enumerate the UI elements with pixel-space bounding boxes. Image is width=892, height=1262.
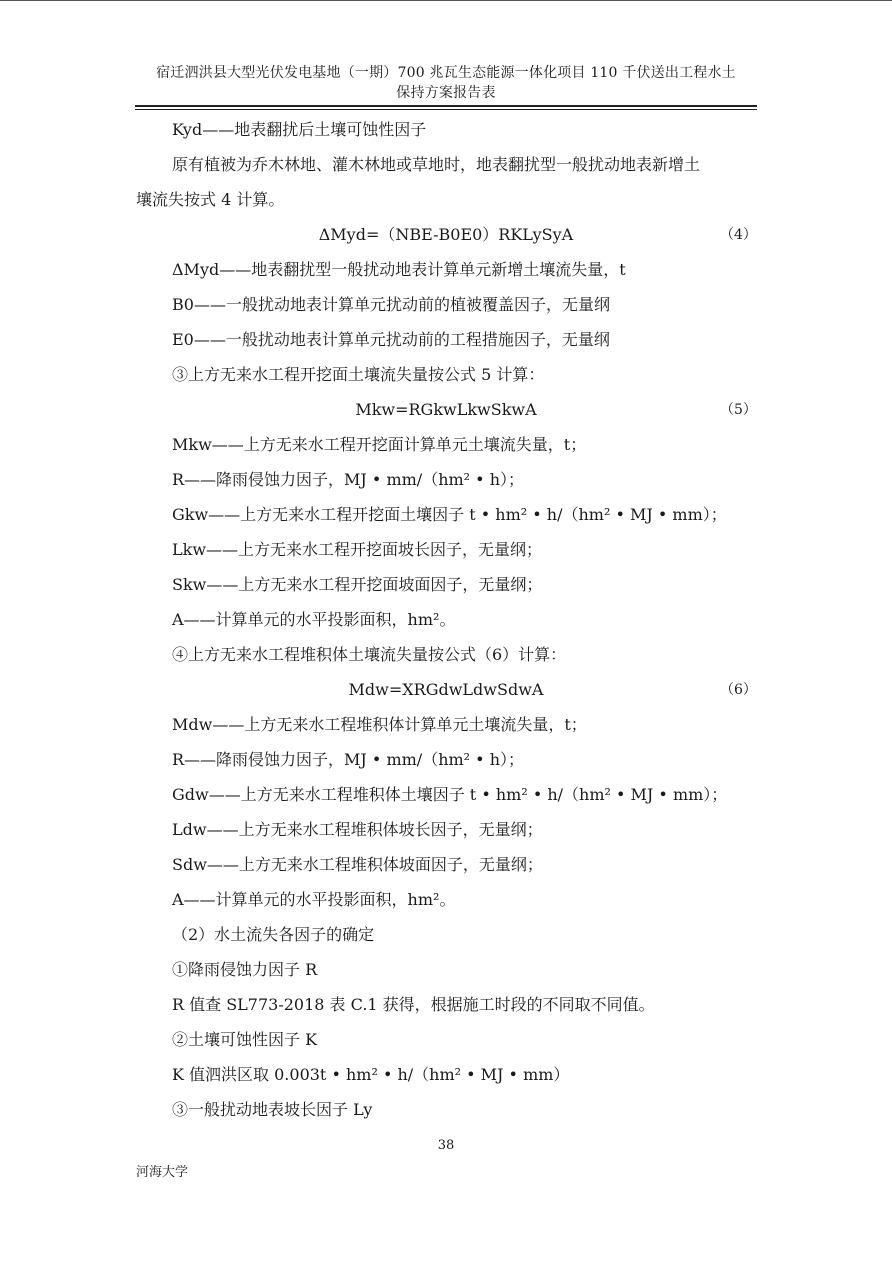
line-text: Gdw——上方无来水工程堆积体土壤因子 t • hm² • h/（hm² • MJ • mm）；	[172, 785, 728, 804]
line-text: Lkw——上方无来水工程开挖面坡长因子，无量纲；	[172, 540, 543, 559]
text-line	[0, 362, 892, 388]
text-line	[0, 432, 892, 458]
line-text: R——降雨侵蚀力因子，MJ • mm/（hm² • h）；	[172, 750, 524, 769]
text-line	[0, 1097, 892, 1123]
line-text: ②土壤可蚀性因子 K	[172, 1030, 318, 1049]
line-text: Mdw——上方无来水工程堆积体计算单元土壤流失量，t；	[172, 715, 587, 734]
text-line	[0, 502, 892, 528]
line-text: E0——一般扰动地表计算单元扰动前的工程措施因子，无量纲	[172, 330, 610, 349]
line-text: ③上方无来水工程开挖面土壤流失量按公式 5 计算：	[172, 365, 545, 384]
line-text: Mkw——上方无来水工程开挖面计算单元土壤流失量，t；	[172, 435, 587, 454]
text-line	[0, 607, 892, 633]
formula-text: Mkw=RGkwLkwSkwA	[355, 400, 537, 419]
header-title-line-1: 宿迁泗洪县大型光伏发电基地（一期）700 兆瓦生态能源一体化项目 110 千伏送出工程水土	[156, 65, 736, 81]
formula-line	[0, 397, 892, 423]
equation-number: （6）	[720, 682, 757, 698]
text-line	[0, 747, 892, 773]
text-line	[0, 887, 892, 913]
header-rule-thick	[135, 105, 757, 107]
line-text: 原有植被为乔木林地、灌木林地或草地时，地表翻扰型一般扰动地表新增土	[172, 155, 701, 174]
line-text: B0——一般扰动地表计算单元扰动前的植被覆盖因子，无量纲	[172, 295, 610, 314]
document-header	[120, 63, 772, 103]
text-line	[0, 1062, 892, 1088]
line-text: Sdw——上方无来水工程堆积体坡面因子，无量纲；	[172, 855, 543, 874]
text-line	[0, 117, 892, 143]
line-text: Ldw——上方无来水工程堆积体坡长因子，无量纲；	[172, 820, 543, 839]
header-title-line-2: 保持方案报告表	[396, 85, 496, 101]
line-text: （2）水土流失各因子的确定	[172, 925, 375, 944]
equation-number: （4）	[720, 227, 757, 243]
text-line	[0, 292, 892, 318]
line-text: ΔMyd——地表翻扰型一般扰动地表计算单元新增土壤流失量，t	[172, 260, 626, 279]
line-text: A——计算单元的水平投影面积，hm²。	[172, 890, 456, 909]
top-border	[0, 0, 892, 1]
header-rule-thin	[135, 109, 757, 110]
line-text: Gkw——上方无来水工程开挖面土壤因子 t • hm² • h/（hm² • MJ • mm）；	[172, 505, 727, 524]
line-text: R——降雨侵蚀力因子，MJ • mm/（hm² • h）；	[172, 470, 524, 489]
line-text: R 值查 SL773-2018 表 C.1 获得，根据施工时段的不同取不同值。	[172, 995, 655, 1014]
text-line	[0, 817, 892, 843]
line-text: Kyd——地表翻扰后土壤可蚀性因子	[172, 120, 427, 139]
text-line	[0, 257, 892, 283]
footer-institution: 河海大学	[136, 1165, 189, 1180]
text-line	[0, 537, 892, 563]
text-line	[0, 642, 892, 668]
line-text: ③一般扰动地表坡长因子 Ly	[172, 1100, 373, 1119]
line-text: ④上方无来水工程堆积体土壤流失量按公式（6）计算：	[172, 645, 567, 664]
page-number: 38	[437, 1138, 455, 1153]
text-line	[0, 572, 892, 598]
text-line	[0, 467, 892, 493]
line-text: Skw——上方无来水工程开挖面坡面因子，无量纲；	[172, 575, 543, 594]
line-text: K 值泗洪区取 0.003t • hm² • h/（hm² • MJ • mm）	[172, 1065, 570, 1084]
text-line	[0, 152, 892, 178]
text-line	[0, 922, 892, 948]
text-line	[0, 852, 892, 878]
text-line	[0, 782, 892, 808]
equation-number: （5）	[720, 402, 757, 418]
formula-text: Mdw=XRGdwLdwSdwA	[348, 680, 544, 699]
text-line	[0, 957, 892, 983]
text-line	[0, 187, 892, 213]
formula-text: ΔMyd=（NBE-B0E0）RKLySyA	[318, 225, 574, 244]
text-line	[0, 1027, 892, 1053]
text-line	[0, 327, 892, 353]
line-text: A——计算单元的水平投影面积，hm²。	[172, 610, 456, 629]
text-line	[0, 712, 892, 738]
formula-line	[0, 222, 892, 248]
text-line	[0, 992, 892, 1018]
formula-line	[0, 677, 892, 703]
line-text: ①降雨侵蚀力因子 R	[172, 960, 318, 979]
line-text: 壤流失按式 4 计算。	[136, 190, 285, 209]
